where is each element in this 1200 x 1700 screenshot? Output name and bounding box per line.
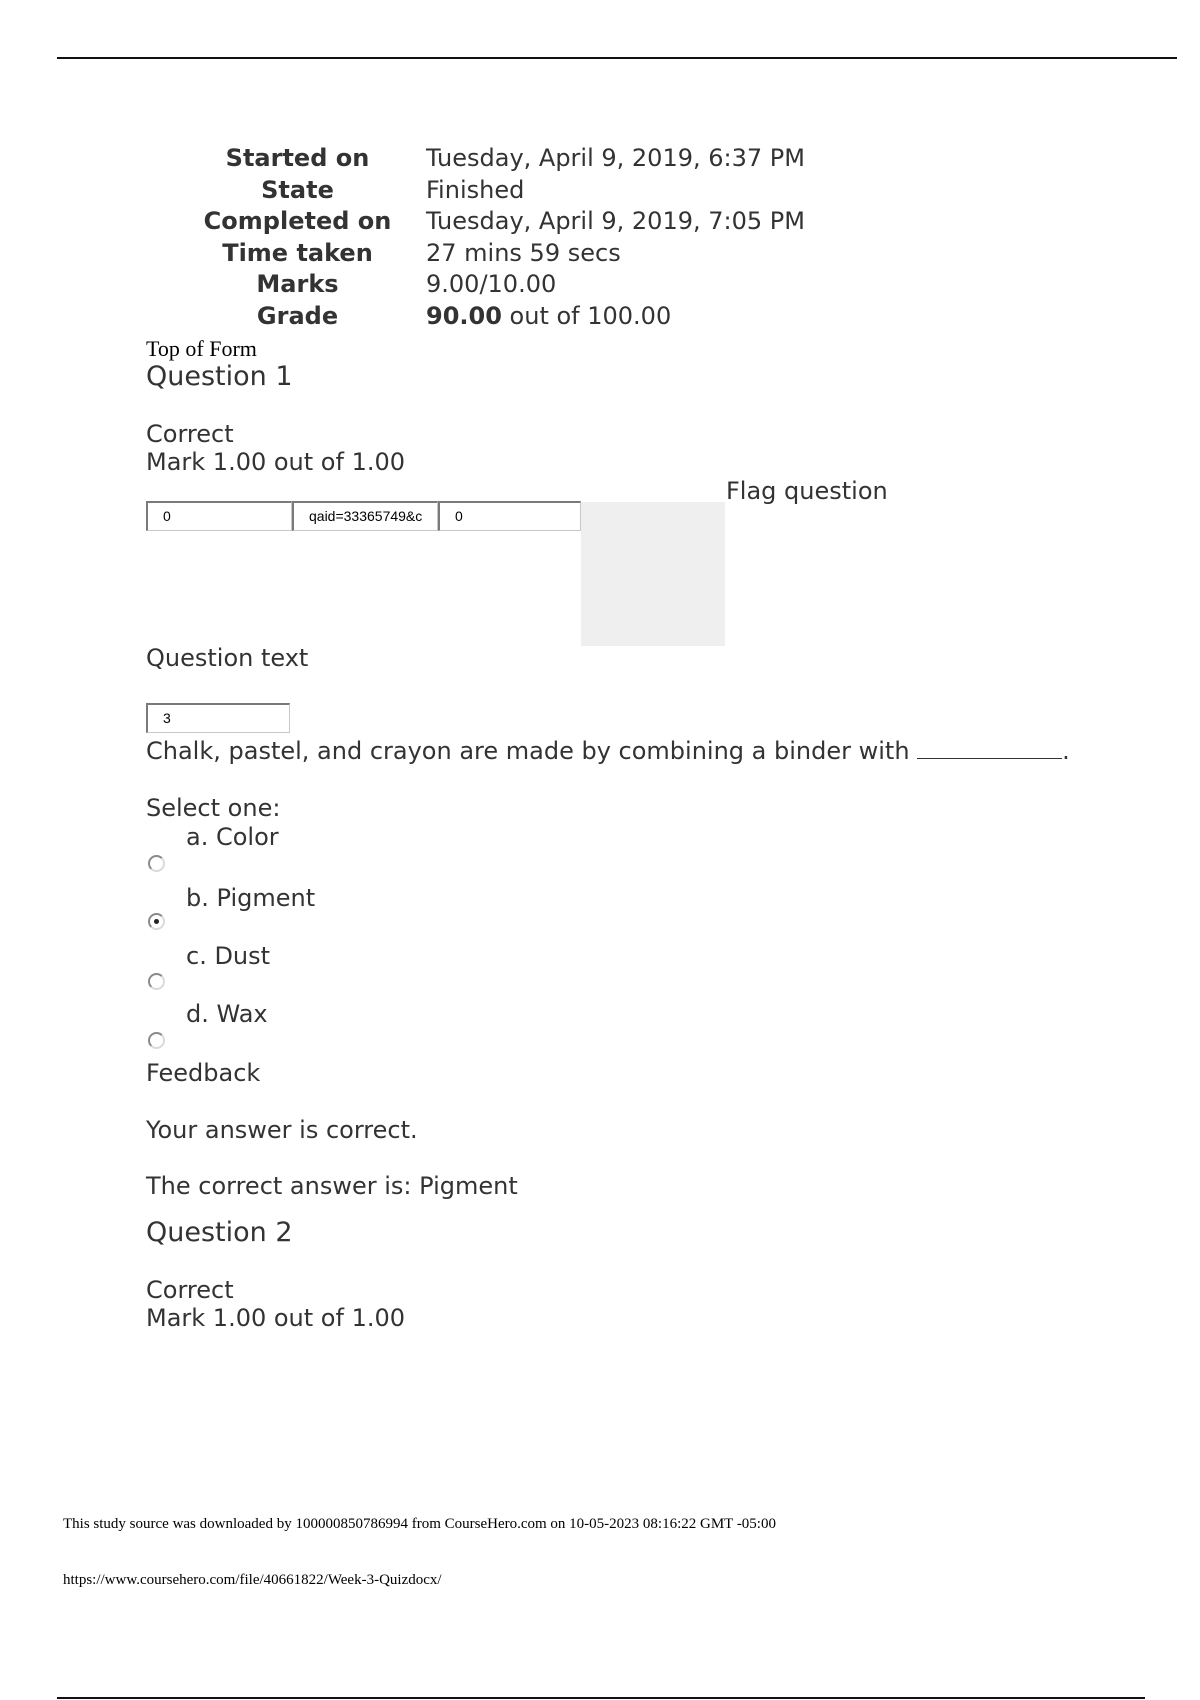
question-heading: Question 1 xyxy=(146,361,293,392)
feedback-heading: Feedback xyxy=(146,1059,261,1087)
grade-score: 90.00 xyxy=(426,301,502,330)
option-label-a[interactable]: a. Color xyxy=(186,823,279,851)
summary-label: Time taken xyxy=(222,238,373,267)
flag-question-link[interactable]: Flag question xyxy=(726,477,888,505)
answer-blank xyxy=(917,738,1062,759)
question-prompt-end: . xyxy=(1062,737,1070,765)
summary-row-time-taken xyxy=(195,238,805,270)
summary-label: Started on xyxy=(225,144,370,172)
bottom-rule xyxy=(57,1697,1145,1699)
question-status: Correct xyxy=(146,420,234,448)
top-rule xyxy=(57,57,1177,59)
summary-value: 27 mins 59 secs xyxy=(426,238,621,267)
summary-value xyxy=(426,301,805,333)
question-text-label: Question text xyxy=(146,644,309,672)
option-label-c[interactable]: c. Dust xyxy=(186,942,271,970)
sequence-check-field[interactable]: 3 xyxy=(146,703,290,733)
summary-row-state xyxy=(195,175,805,207)
hidden-field-sequence[interactable]: 0 xyxy=(438,501,581,531)
summary-label: Grade xyxy=(256,301,339,330)
question-mark: Mark 1.00 out of 1.00 xyxy=(146,1304,406,1332)
source-notice: This study source was downloaded by 100000850786994 from CourseHero.com on 10-05-2023 08:16:22 GMT -05:00 xyxy=(63,1516,776,1532)
question-status: Correct xyxy=(146,1276,234,1304)
radio-selected-dot xyxy=(154,919,159,924)
summary-row-completed xyxy=(195,206,805,238)
summary-label: Completed on xyxy=(203,207,392,235)
option-radio-b[interactable] xyxy=(148,913,165,930)
summary-value: Finished xyxy=(426,175,525,204)
option-label-d[interactable]: d. Wax xyxy=(186,1000,268,1028)
summary-value: 9.00/10.00 xyxy=(426,270,557,298)
option-radio-d[interactable] xyxy=(148,1032,165,1049)
select-one-label: Select one: xyxy=(146,794,281,822)
attempt-summary-table xyxy=(195,143,805,332)
source-url[interactable]: https://www.coursehero.com/file/40661822/Week-3-Quizdocx/ xyxy=(63,1572,442,1588)
option-radio-a[interactable] xyxy=(148,855,165,872)
summary-value: Tuesday, April 9, 2019, 6:37 PM xyxy=(426,144,805,172)
option-label-b[interactable]: b. Pigment xyxy=(186,884,316,912)
question-heading: Question 2 xyxy=(146,1217,293,1248)
hidden-field-qaid[interactable]: qaid=33365749&c xyxy=(292,501,438,531)
summary-label: Marks xyxy=(256,270,339,298)
summary-value: Tuesday, April 9, 2019, 7:05 PM xyxy=(426,207,805,235)
feedback-text: Your answer is correct. xyxy=(146,1116,418,1144)
summary-label: State xyxy=(261,175,334,204)
summary-row-started xyxy=(195,143,805,175)
top-of-form-marker: Top of Form xyxy=(146,336,257,361)
flag-image-placeholder[interactable] xyxy=(581,502,725,646)
question-prompt xyxy=(146,737,1070,765)
question-prompt-text: Chalk, pastel, and crayon are made by combining a binder with xyxy=(146,737,910,765)
summary-row-grade xyxy=(195,301,805,333)
correct-answer-text: The correct answer is: Pigment xyxy=(146,1172,518,1200)
question-mark: Mark 1.00 out of 1.00 xyxy=(146,448,406,476)
hidden-field-slot[interactable]: 0 xyxy=(146,501,292,531)
option-radio-c[interactable] xyxy=(148,973,165,990)
summary-row-marks xyxy=(195,269,805,301)
grade-total: out of 100.00 xyxy=(501,301,672,330)
